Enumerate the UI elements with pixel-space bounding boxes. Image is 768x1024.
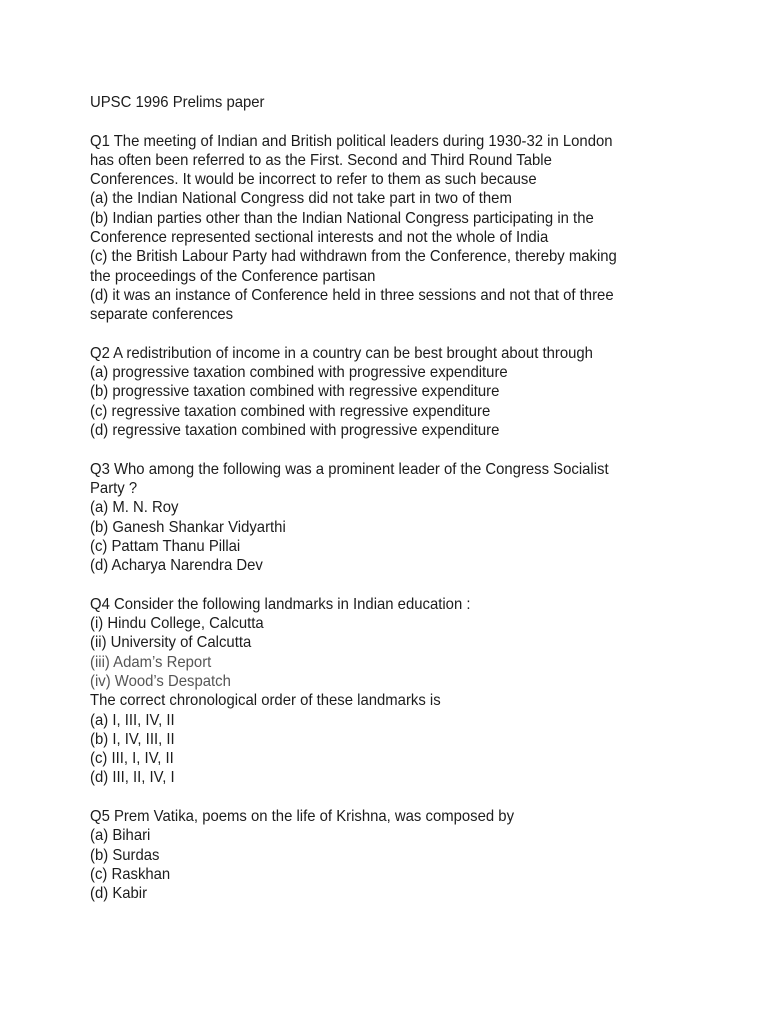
page-title: UPSC 1996 Prelims paper bbox=[90, 94, 265, 111]
option-line: (d) regressive taxation combined with progressive expenditure bbox=[90, 422, 500, 440]
question-stem-line: has often been referred to as the First. Second and Third Round Table bbox=[90, 151, 552, 169]
question-stem-line: Q3 Who among the following was a prominent leader of the Congress Socialist bbox=[90, 460, 609, 478]
option-line: (d) Kabir bbox=[90, 885, 148, 903]
question-stem-line: Party ? bbox=[90, 479, 138, 497]
option-line: (c) Raskhan bbox=[90, 865, 171, 883]
option-line: (d) it was an instance of Conference held in three sessions and not that of three bbox=[90, 286, 614, 304]
option-line: (a) the Indian National Congress did not take part in two of them bbox=[90, 190, 512, 208]
option-line: (c) III, I, IV, II bbox=[90, 750, 174, 768]
option-line: (b) Surdas bbox=[90, 846, 160, 864]
option-line: (a) progressive taxation combined with progressive expenditure bbox=[90, 364, 508, 382]
option-line: (c) regressive taxation combined with regressive expenditure bbox=[90, 402, 491, 420]
question-stem-line: Q2 A redistribution of income in a country can be best brought about through bbox=[90, 344, 593, 362]
question-1 bbox=[90, 132, 685, 325]
question-prompt: The correct chronological order of these landmarks is bbox=[90, 692, 441, 710]
list-item: (iii) Adam’s Report bbox=[90, 653, 212, 671]
option-line: Conference represented sectional interests and not the whole of India bbox=[90, 229, 549, 247]
option-line: (b) progressive taxation combined with regressive expenditure bbox=[90, 383, 500, 401]
question-2 bbox=[90, 344, 685, 440]
question-stem-line: Q5 Prem Vatika, poems on the life of Krishna, was composed by bbox=[90, 807, 515, 825]
question-stem-line: Conferences. It would be incorrect to refer to them as such because bbox=[90, 171, 537, 189]
question-stem-line: Q4 Consider the following landmarks in Indian education : bbox=[90, 595, 471, 613]
option-line: (a) M. N. Roy bbox=[90, 499, 179, 517]
option-line: (b) I, IV, III, II bbox=[90, 730, 175, 748]
question-5 bbox=[90, 807, 685, 903]
option-line: (a) Bihari bbox=[90, 827, 151, 845]
question-stem-line: Q1 The meeting of Indian and British political leaders during 1930-32 in London bbox=[90, 132, 613, 150]
option-line: (d) III, II, IV, I bbox=[90, 769, 175, 787]
option-line: the proceedings of the Conference partisan bbox=[90, 267, 376, 285]
question-3 bbox=[90, 460, 685, 576]
list-item: (ii) University of Calcutta bbox=[90, 634, 252, 652]
option-line: separate conferences bbox=[90, 306, 234, 324]
list-item: (i) Hindu College, Calcutta bbox=[90, 615, 264, 633]
option-line: (c) the British Labour Party had withdrawn from the Conference, thereby making bbox=[90, 248, 617, 266]
option-line: (b) Indian parties other than the Indian National Congress participating in the bbox=[90, 209, 594, 227]
option-line: (d) Acharya Narendra Dev bbox=[90, 557, 263, 575]
list-item: (iv) Wood’s Despatch bbox=[90, 672, 231, 690]
question-4 bbox=[90, 595, 685, 788]
option-line: (a) I, III, IV, II bbox=[90, 711, 175, 729]
option-line: (c) Pattam Thanu Pillai bbox=[90, 537, 241, 555]
document-body bbox=[90, 93, 685, 923]
option-line: (b) Ganesh Shankar Vidyarthi bbox=[90, 518, 286, 536]
